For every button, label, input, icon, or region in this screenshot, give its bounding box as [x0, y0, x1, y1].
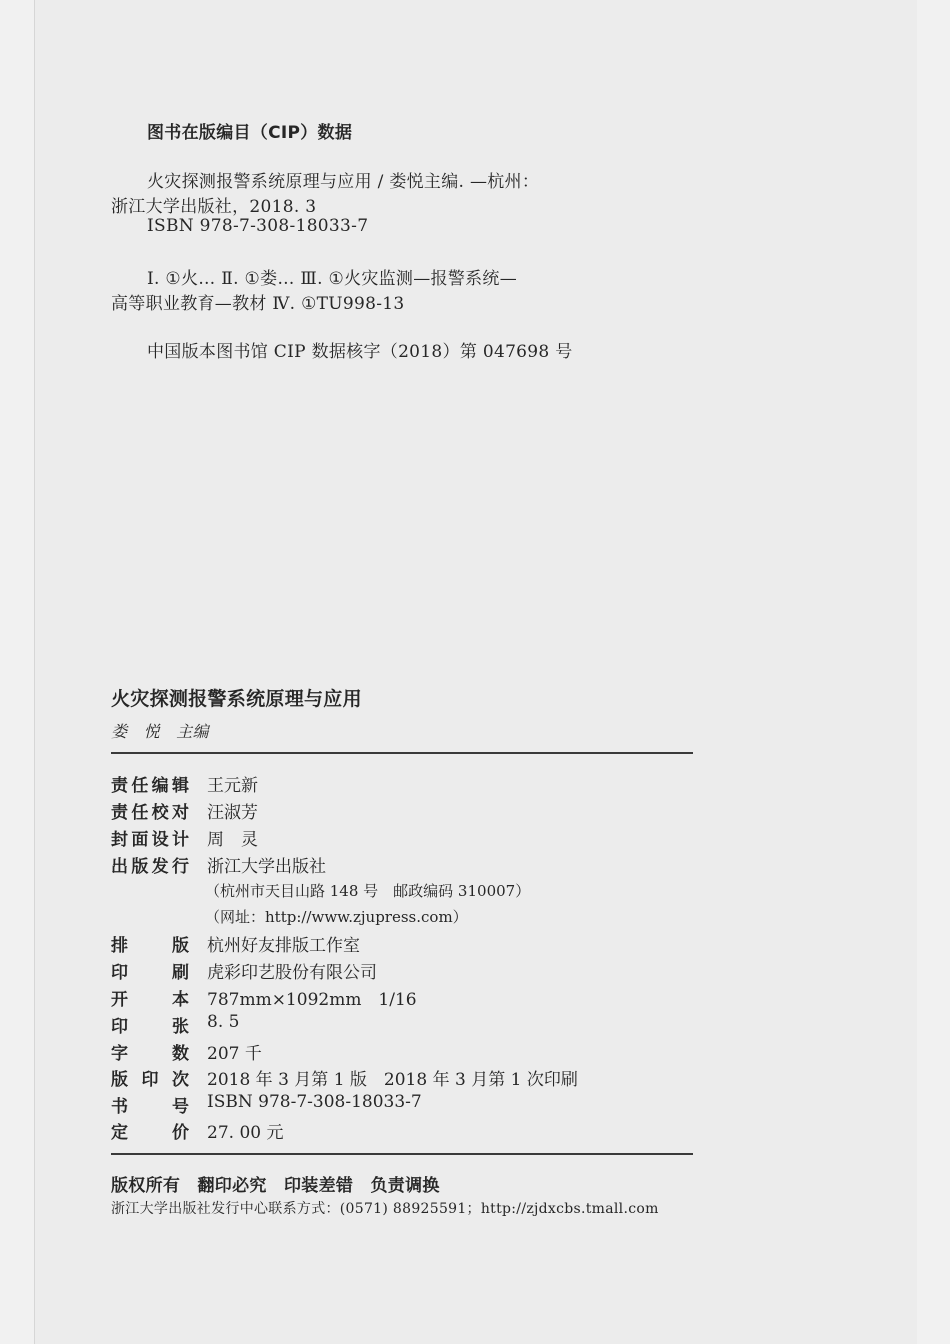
detail-row: [111, 1092, 422, 1117]
detail-row: [111, 958, 377, 983]
detail-row: [111, 1039, 262, 1064]
detail-row: [111, 985, 417, 1010]
divider-top: [111, 752, 693, 754]
book-title: 火灾探测报警系统原理与应用: [111, 688, 362, 710]
detail-row: [111, 1012, 239, 1037]
cip-line-3: ISBN 978-7-308-18033-7: [147, 216, 369, 236]
detail-value: 浙江大学出版社: [207, 857, 326, 877]
detail-row: [111, 798, 258, 823]
detail-row: [111, 852, 326, 877]
detail-label: 定价: [111, 1123, 189, 1143]
detail-value: 杭州好友排版工作室: [207, 936, 360, 956]
detail-label: 字数: [111, 1044, 189, 1064]
detail-label: 书号: [111, 1097, 189, 1117]
detail-value: ISBN 978-7-308-18033-7: [207, 1092, 422, 1112]
detail-row: [111, 1065, 578, 1090]
detail-value: 王元新: [207, 776, 258, 796]
detail-row: [111, 825, 258, 850]
detail-value: 207 千: [207, 1044, 262, 1064]
detail-value: 周 灵: [207, 830, 258, 850]
contact-info: 浙江大学出版社发行中心联系方式：(0571) 88925591；http://zjdxcbs.tmall.com: [111, 1201, 659, 1217]
detail-value: 2018 年 3 月第 1 版 2018 年 3 月第 1 次印刷: [207, 1070, 578, 1090]
detail-row: [111, 1118, 283, 1143]
detail-value: 汪淑芳: [207, 803, 258, 823]
book-author: 娄 悦 主编: [111, 722, 209, 741]
publisher-address: （杭州市天目山路 148 号 邮政编码 310007）: [205, 882, 531, 900]
copyright-page: [34, 0, 917, 1344]
publisher-site: （网址：http://www.zjupress.com）: [205, 908, 468, 926]
cip-line-6: 中国版本图书馆 CIP 数据核字（2018）第 047698 号: [147, 342, 573, 362]
detail-value: 787mm×1092mm 1/16: [207, 990, 417, 1010]
divider-bottom: [111, 1153, 693, 1155]
detail-label: 印张: [111, 1017, 189, 1037]
detail-label: 版印次: [111, 1070, 189, 1090]
cip-line-5: 高等职业教育—教材 Ⅳ. ①TU998-13: [111, 294, 405, 314]
cip-heading: 图书在版编目（CIP）数据: [147, 123, 353, 143]
detail-label: 责任校对: [111, 803, 189, 823]
detail-label: 开本: [111, 990, 189, 1010]
cip-line-4: Ⅰ. ①火… Ⅱ. ①娄… Ⅲ. ①火灾监测—报警系统—: [147, 269, 518, 289]
detail-row: [111, 771, 258, 796]
detail-value: 虎彩印艺股份有限公司: [207, 963, 377, 983]
rights-notice: 版权所有 翻印必究 印装差错 负责调换: [111, 1176, 440, 1196]
detail-label: 印刷: [111, 963, 189, 983]
detail-label: 出版发行: [111, 857, 189, 877]
detail-row: [111, 931, 360, 956]
cip-line-2: 浙江大学出版社，2018. 3: [111, 197, 317, 217]
detail-label: 责任编辑: [111, 776, 189, 796]
detail-label: 封面设计: [111, 830, 189, 850]
detail-value: 8. 5: [207, 1012, 240, 1032]
cip-line-1: 火灾探测报警系统原理与应用 / 娄悦主编. —杭州：: [147, 172, 540, 192]
detail-value: 27. 00 元: [207, 1123, 284, 1143]
detail-label: 排版: [111, 936, 189, 956]
